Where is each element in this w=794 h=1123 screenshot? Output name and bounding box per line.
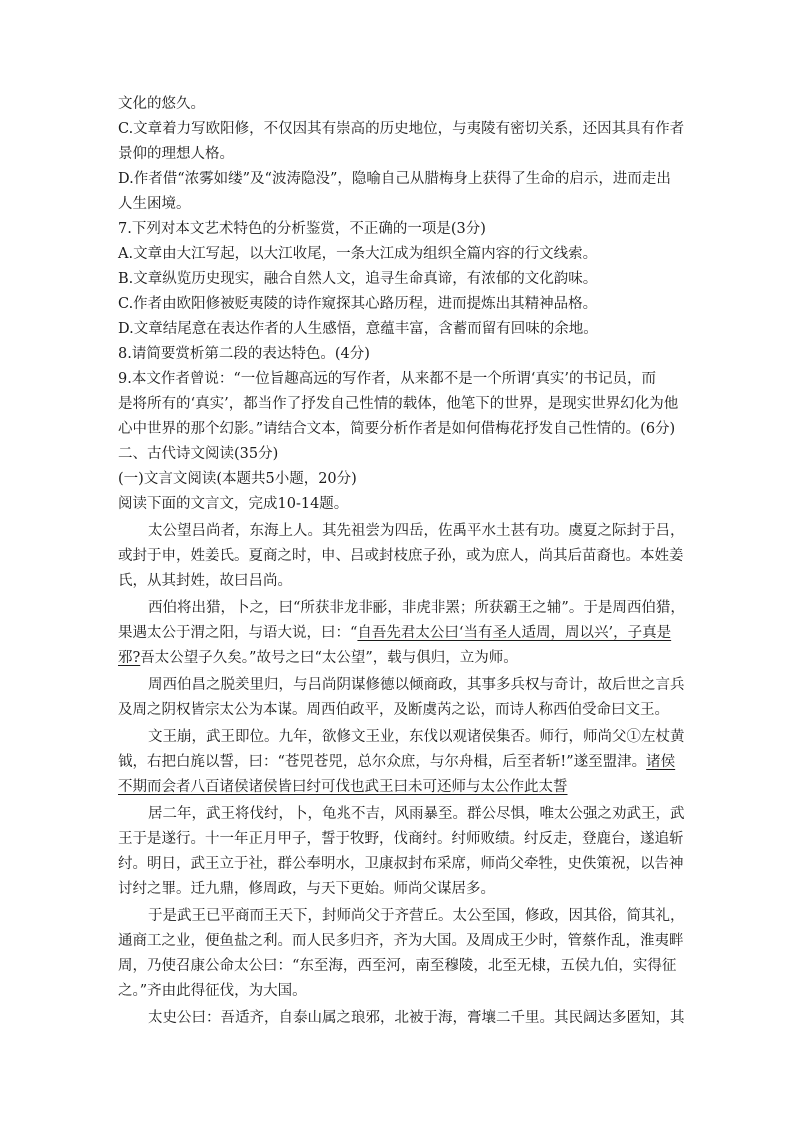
question-7: 7.下列对本文艺术特色的分析鉴赏，不正确的一项是(3分) [118, 221, 486, 237]
passage-text: 果遇太公于渭之阳，与语大说，曰：“ [118, 625, 358, 641]
passage-line [118, 646, 678, 671]
option-c: C.文章着力写欧阳修，不仅因其有崇高的历史地位，与夷陵有密切关系，还因其具有作者 [118, 121, 685, 137]
passage-line: 太史公曰：吾适齐，自泰山属之琅邪，北被于海，膏壤二千里。其民阔达多匿知，其 [148, 1010, 685, 1026]
text-line: 心中世界的那个幻影。”请结合文本，简要分析作者是如何借梅花抒发自己性情的。(6分) [118, 421, 676, 437]
underlined-sentence: 邪? [118, 650, 141, 666]
underlined-sentence: 不期而会者八百诸侯诸侯皆曰纣可伐也武王曰未可还师与太公作此太誓 [118, 779, 568, 795]
passage-line [118, 621, 678, 646]
passage-line: 于是武王已平商而王天下，封师尚父于齐营丘。太公至国，修政，因其俗，简其礼， [148, 908, 685, 924]
passage-line: 居二年，武王将伐纣，卜，龟兆不吉，风雨暴至。群公尽惧，唯太公强之劝武王，武 [148, 806, 685, 822]
text-line: 人生困境。 [118, 196, 191, 212]
question-9: 9.本文作者曾说：“一位旨趣高远的写作者，从来都不是一个所谓‘真实’的书记员，而 [118, 371, 656, 387]
option-c: C.作者由欧阳修被贬夷陵的诗作窥探其心路历程，进而提炼出其精神品格。 [118, 296, 598, 312]
text-line: 文化的悠久。 [118, 96, 205, 112]
passage-line: 氏，从其封姓，故曰吕尚。 [118, 573, 292, 589]
passage-line: 讨纣之罪。迁九鼎，修周政，与天下更始。师尚父谋居多。 [118, 881, 495, 897]
option-a: A.文章由大江写起，以大江收尾，一条大江成为组织全篇内容的行文线索。 [118, 246, 598, 262]
passage-line: 周西伯昌之脱羑里归，与吕尚阴谋修德以倾商政，其事多兵权与奇计，故后世之言兵 [148, 677, 685, 693]
exam-page [118, 92, 685, 1031]
passage-line [118, 750, 678, 775]
passage-line: 太公望吕尚者，东海上人。其先祖尝为四岳，佐禹平水土甚有功。虞夏之际封于吕， [148, 523, 685, 539]
option-d: D.文章结尾意在表达作者的人生感悟，意蕴丰富，含蓄而留有回味的余地。 [118, 321, 598, 337]
passage-line: 及周之阴权皆宗太公为本谋。周西伯政平，及断虞芮之讼，而诗人称西伯受命曰文王。 [118, 702, 669, 718]
passage-text: 钺，右把白旄以誓，曰：“苍兕苍兕，总尔众庶，与尔舟楫，后至者斩!”遂至盟津。 [118, 754, 647, 770]
passage-line: 通商工之业，便鱼盐之利。而人民多归齐，齐为大国。及周成王少时，管蔡作乱，淮夷畔 [118, 933, 684, 949]
instructions: 阅读下面的文言文，完成10-14题。 [118, 496, 349, 512]
question-8: 8.请简要赏析第二段的表达特色。(4分) [118, 346, 370, 362]
text-line: 景仰的理想人格。 [118, 146, 234, 162]
section-heading: 二、古代诗文阅读(35分) [118, 446, 279, 462]
passage-line: 周，乃使召康公命太公曰：“东至海，西至河，南至穆陵，北至无棣，五侯九伯，实得征 [118, 958, 677, 974]
passage-line: 之。”齐由此得征伐，为大国。 [118, 983, 307, 999]
passage-text: 吾太公望子久矣。”故号之曰“太公望”，载与俱归，立为师。 [140, 650, 518, 666]
option-b: B.文章纵览历史现实，融合自然人文，追寻生命真谛，有浓郁的文化韵味。 [118, 271, 598, 287]
text-line: 是将所有的‘真实’，都当作了抒发自己性情的载体，他笔下的世界，是现实世界幻化为他 [118, 396, 679, 412]
passage-line [118, 775, 678, 800]
passage-line: 纣。明日，武王立于社，群公奉明水，卫康叔封布采席，师尚父牵牲，史佚策祝，以告神 [118, 856, 684, 872]
subsection-heading: (一)文言文阅读(本题共5小题，20分) [118, 471, 357, 487]
passage-line: 文王崩，武王即位。九年，欲修文王业，东伐以观诸侯集否。师行，师尚父①左杖黄 [148, 729, 685, 745]
option-d: D.作者借“浓雾如缕”及“波涛隐没”，隐喻自己从腊梅身上获得了生命的启示，进而走出 [118, 171, 671, 187]
underlined-sentence: 自吾先君太公曰‘当有圣人适周，周以兴’，子真是 [357, 625, 672, 641]
underlined-sentence: 诸侯 [646, 754, 676, 770]
passage-line: 西伯将出猎，卜之，曰“所获非龙非彨，非虎非罴；所获霸王之辅”。于是周西伯猎， [148, 600, 685, 616]
passage-line: 或封于申，姓姜氏。夏商之时，申、吕或封枝庶子孙，或为庶人，尚其后苗裔也。本姓姜 [118, 548, 684, 564]
passage-line: 王于是遂行。十一年正月甲子，誓于牧野，伐商纣。纣师败绩。纣反走，登鹿台，遂追斩 [118, 831, 684, 847]
